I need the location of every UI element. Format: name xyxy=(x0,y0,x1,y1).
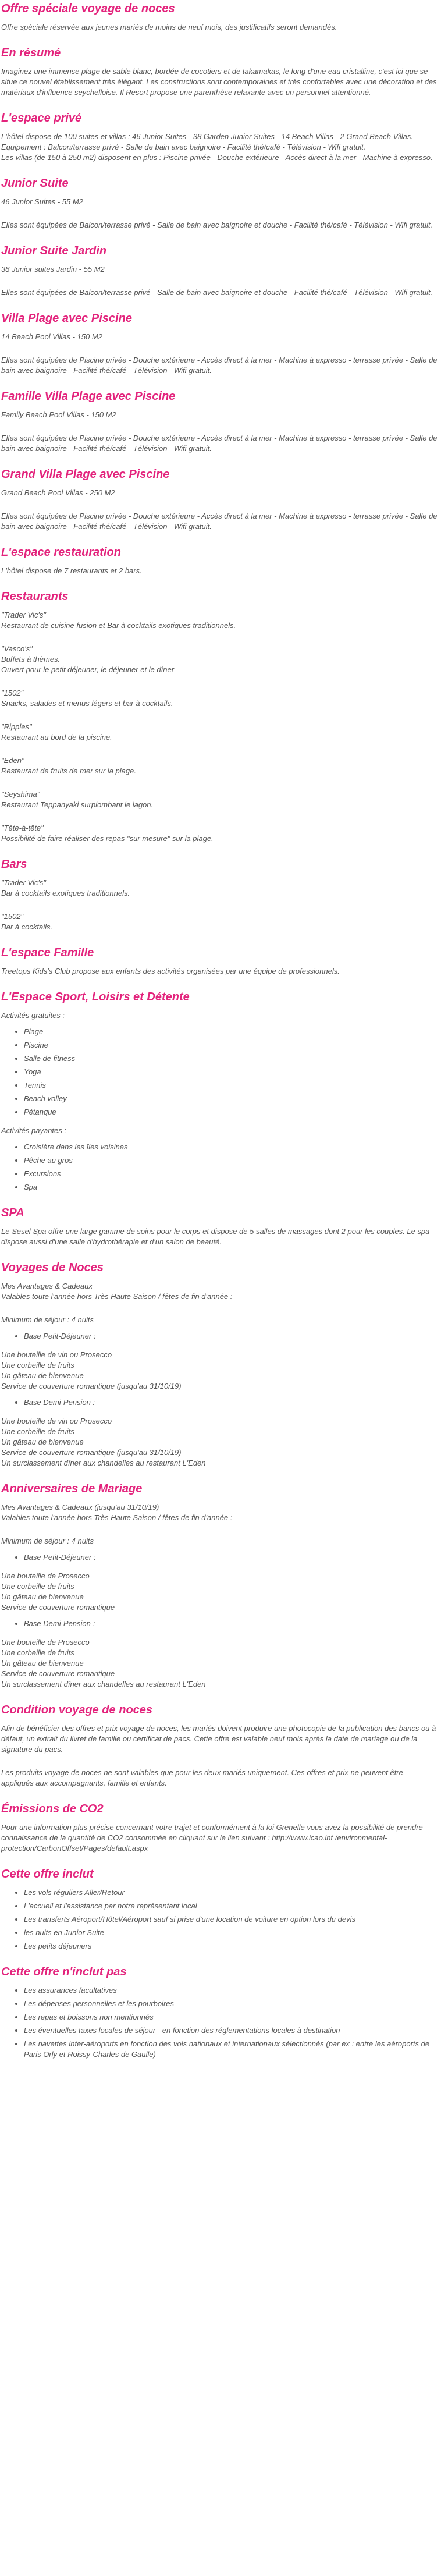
section-title-offre: Offre spéciale voyage de noces xyxy=(1,2,175,15)
mariage-base2-list xyxy=(1,1619,438,1629)
list-item: • Les petits déjeuners xyxy=(24,1941,438,1951)
gift-line: Un surclassement dîner aux chandelles au restaurant L'Eden xyxy=(1,1680,206,1688)
bar-item xyxy=(1,911,438,932)
section-title-co2: Émissions de CO2 xyxy=(1,1803,104,1815)
list-item: • Croisière dans les îles voisines xyxy=(24,1142,438,1152)
section-title-resume: En résumé xyxy=(1,47,61,59)
restaurant-name: "Seyshima" xyxy=(1,790,40,799)
section-title-famille-villa: Famille Villa Plage avec Piscine xyxy=(1,390,176,403)
list-item: • Les repas et boissons non mentionnés xyxy=(24,2012,438,2023)
list-item: • les nuits en Junior Suite xyxy=(24,1928,438,1938)
section-title-grand-villa: Grand Villa Plage avec Piscine xyxy=(1,468,170,481)
bar-desc: Bar à cocktails exotiques traditionnels. xyxy=(1,889,130,897)
gift-line: Un gâteau de bienvenue xyxy=(1,1659,84,1667)
gift-line: Une bouteille de Prosecco xyxy=(1,1638,90,1647)
restaurant-desc: Restaurant de cuisine fusion et Bar à cocktails exotiques traditionnels. xyxy=(1,621,236,630)
noces-intro xyxy=(1,1281,438,1302)
noces-base2-list xyxy=(1,1397,438,1408)
mariage-intro-line: Valables toute l'année hors Très Haute Saison / fêtes de fin d'année : xyxy=(1,1513,233,1522)
free-activities-list xyxy=(1,1027,438,1117)
restaurant-name: "Tête-à-tête" xyxy=(1,824,44,832)
gift-line: Une bouteille de Prosecco xyxy=(1,1571,90,1580)
list-item: • Plage xyxy=(24,1027,438,1037)
section-title-bars: Bars xyxy=(1,858,27,871)
junior-suite-size: 46 Junior Suites - 55 M2 xyxy=(1,197,83,206)
gift-line: Un gâteau de bienvenue xyxy=(1,1371,84,1380)
mariage-base1-list xyxy=(1,1552,438,1563)
list-item: • Base Petit-Déjeuner : xyxy=(24,1331,438,1342)
restaurant-item xyxy=(1,722,438,743)
villa-plage-text: Elles sont équipées de Piscine privée - Douche extérieure - Accès direct à la mer - Machine à expresso - terrasse privée - Salle de bain avec baignoire - Facilité thé/café - Télévision - Wifi gratuit. xyxy=(1,356,438,375)
espace-prive-line: Les villas (de 150 à 250 m2) disposent en plus : Piscine privée - Douche extérieure - Accès direct à la mer - Machine à expresso. xyxy=(1,153,433,162)
noces-min-stay: Minimum de séjour : 4 nuits xyxy=(1,1315,94,1324)
espace-prive-line: L'hôtel dispose de 100 suites et villas : 46 Junior Suites - 38 Garden Junior Suites - 14 Beach Villas - 2 Grand Beach Villas. xyxy=(1,132,414,141)
excluded-list xyxy=(1,1985,438,2060)
section-title-junior-suite: Junior Suite xyxy=(1,177,69,190)
condition-text: Afin de bénéficier des offres et prix voyage de noces, les mariés doivent produire une photocopie de la publication des bancs ou à défaut, un extrait du livret de famille ou certificat de pacs. Cette offre est valable neuf mois après la date de mariage ou de la signature du pacs. xyxy=(1,1724,436,1754)
section-title-junior-suite-jardin: Junior Suite Jardin xyxy=(1,244,107,257)
mariage-min-stay: Minimum de séjour : 4 nuits xyxy=(1,1537,94,1545)
restaurant-desc: Restaurant Teppanyaki surplombant le lagon. xyxy=(1,800,154,809)
list-item: • Pêche au gros xyxy=(24,1155,438,1166)
gift-line: Service de couverture romantique (jusqu'au 31/10/19) xyxy=(1,1448,182,1457)
bar-name: "1502" xyxy=(1,912,24,921)
espace-prive-line: Equipement : Balcon/terrasse privé - Salle de bain avec baignoire - Facilité thé/café - Télévision - Wifi gratuit. xyxy=(1,143,366,151)
list-item: • Base Demi-Pension : xyxy=(24,1619,438,1629)
junior-suite-text: Elles sont équipées de Balcon/terrasse privé - Salle de bain avec baignoire et douche - Facilité thé/café - Télévision - Wifi gratuit. xyxy=(1,221,433,229)
grand-villa-text: Elles sont équipées de Piscine privée - Douche extérieure - Accès direct à la mer - Machine à expresso - terrasse privée - Salle de bain avec baignoire - Facilité thé/café - Télévision - Wifi gratuit. xyxy=(1,512,438,531)
restaurant-item xyxy=(1,823,438,844)
section-title-villa-plage: Villa Plage avec Piscine xyxy=(1,312,132,325)
noces-base1-list xyxy=(1,1331,438,1342)
junior-suite-jardin-text: Elles sont équipées de Balcon/terrasse privé - Salle de bain avec baignoire et douche - Facilité thé/café - Télévision - Wifi gratuit. xyxy=(1,288,433,297)
section-title-restauration: L'espace restauration xyxy=(1,546,121,559)
restaurant-desc: Ouvert pour le petit déjeuner, le déjeuner et le dîner xyxy=(1,665,175,674)
restaurant-name: "Ripples" xyxy=(1,722,32,731)
famille-villa-size: Family Beach Pool Villas - 150 M2 xyxy=(1,410,116,419)
list-item: • Base Demi-Pension : xyxy=(24,1397,438,1408)
list-item: • L'accueil et l'assistance par notre représentant local xyxy=(24,1901,438,1911)
bar-item xyxy=(1,878,438,899)
mariage-base2-gifts xyxy=(1,1637,438,1690)
included-list xyxy=(1,1887,438,1951)
co2-text: Pour une information plus précise concernant votre trajet et conformément à la loi Grenelle vous avez la possibilité de prendre connaissance de la quantité de CO2 consommée en cliquant sur le lien suivant : http://www.icao.int /environmental-protection/CarbonOffset/Pages/default.aspx xyxy=(1,1823,423,1853)
section-title-espace-prive: L'espace privé xyxy=(1,112,82,125)
free-activities-label: Activités gratuites : xyxy=(1,1011,65,1020)
restaurant-desc: Possibilité de faire réaliser des repas "sur mesure" sur la plage. xyxy=(1,834,214,843)
famille-text: Treetops Kids's Club propose aux enfants des activités organisées par une équipe de professionnels. xyxy=(1,967,340,975)
restaurant-item xyxy=(1,755,438,776)
resume-text: Imaginez une immense plage de sable blanc, bordée de cocotiers et de takamakas, le long d'une eau cristalline, c'est ici que se situe ce nouvel établissement très élégant. Les constructions sont contemporaines et très confortables avec une décoration et des matériaux d'influence seychelloise. Il Resort propose une parenthèse relaxante avec un personnel attentionné. xyxy=(1,67,437,97)
list-item: • Spa xyxy=(24,1182,438,1193)
gift-line: Un surclassement dîner aux chandelles au restaurant L'Eden xyxy=(1,1459,206,1467)
restaurant-desc: Buffets à thèmes. xyxy=(1,655,61,663)
section-title-noces: Voyages de Noces xyxy=(1,1261,104,1274)
paid-activities-list xyxy=(1,1142,438,1193)
restaurant-name: "Trader Vic's" xyxy=(1,611,46,619)
list-item: • Tennis xyxy=(24,1080,438,1091)
restaurant-name: "Vasco's" xyxy=(1,644,33,653)
mariage-intro-line: Mes Avantages & Cadeaux (jusqu'au 31/10/19) xyxy=(1,1503,159,1511)
paid-activities-label: Activités payantes : xyxy=(1,1126,66,1135)
list-item: • Les navettes inter-aéroports en fonction des vols nationaux et internationaux sélectionnés (par ex : entre les aéroports de Paris Orly et Roissy-Charles de Gaulle) xyxy=(24,2039,438,2060)
restaurant-item xyxy=(1,610,438,631)
gift-line: Une corbeille de fruits xyxy=(1,1361,74,1369)
gift-line: Une bouteille de vin ou Prosecco xyxy=(1,1417,112,1425)
list-item: • Piscine xyxy=(24,1040,438,1051)
restaurant-item xyxy=(1,688,438,709)
section-title-restaurants: Restaurants xyxy=(1,590,69,603)
gift-line: Service de couverture romantique xyxy=(1,1669,115,1678)
list-item: • Les transferts Aéroport/Hôtel/Aéroport sauf si prise d'une location de voiture en option lors du devis xyxy=(24,1914,438,1925)
gift-line: Un gâteau de bienvenue xyxy=(1,1438,84,1446)
restauration-text: L'hôtel dispose de 7 restaurants et 2 bars. xyxy=(1,566,142,575)
grand-villa-size: Grand Beach Pool Villas - 250 M2 xyxy=(1,488,115,497)
list-item: • Base Petit-Déjeuner : xyxy=(24,1552,438,1563)
bar-name: "Trader Vic's" xyxy=(1,878,46,887)
spa-text: Le Sesel Spa offre une large gamme de soins pour le corps et dispose de 5 salles de massages dont 2 pour les couples. Le spa dispose aussi d'une salle d'hydrothérapie et d'un salon de beauté. xyxy=(1,1227,430,1246)
restaurant-desc: Restaurant au bord de la piscine. xyxy=(1,733,112,741)
noces-intro-line: Mes Avantages & Cadeaux xyxy=(1,1282,93,1290)
restaurant-desc: Restaurant de fruits de mer sur la plage. xyxy=(1,767,136,775)
section-title-condition: Condition voyage de noces xyxy=(1,1704,153,1716)
section-title-inclus: Cette offre inclut xyxy=(1,1868,94,1880)
noces-base1-gifts xyxy=(1,1350,438,1392)
restaurant-name: "1502" xyxy=(1,689,24,697)
gift-line: Une corbeille de fruits xyxy=(1,1648,74,1657)
list-item: • Les éventuelles taxes locales de séjour - en fonction des réglementations locales à destination xyxy=(24,2025,438,2036)
section-title-exclus: Cette offre n'inclut pas xyxy=(1,1965,127,1978)
villa-plage-size: 14 Beach Pool Villas - 150 M2 xyxy=(1,332,102,341)
list-item: • Les assurances facultatives xyxy=(24,1985,438,1996)
mariage-base1-gifts xyxy=(1,1571,438,1613)
list-item: • Les vols réguliers Aller/Retour xyxy=(24,1887,438,1898)
section-title-mariage: Anniversaires de Mariage xyxy=(1,1482,143,1495)
espace-prive-text xyxy=(1,132,438,163)
section-title-famille: L'espace Famille xyxy=(1,946,94,959)
restaurant-name: "Eden" xyxy=(1,756,24,765)
section-title-sport: L'Espace Sport, Loisirs et Détente xyxy=(1,991,190,1003)
gift-line: Un gâteau de bienvenue xyxy=(1,1592,84,1601)
noces-base2-gifts xyxy=(1,1416,438,1468)
bar-desc: Bar à cocktails. xyxy=(1,922,53,931)
gift-line: Une corbeille de fruits xyxy=(1,1582,74,1591)
section-title-spa: SPA xyxy=(1,1207,24,1219)
offre-text: Offre spéciale réservée aux jeunes mariés de moins de neuf mois, des justificatifs seront demandés. xyxy=(1,23,337,31)
condition-text: Les produits voyage de noces ne sont valables que pour les deux mariés uniquement. Ces offres et prix ne peuvent être appliqués aux accompagnants, famille et enfants. xyxy=(1,1768,403,1787)
list-item: • Yoga xyxy=(24,1067,438,1077)
list-item: • Beach volley xyxy=(24,1094,438,1104)
gift-line: Service de couverture romantique xyxy=(1,1603,115,1612)
list-item: • Pétanque xyxy=(24,1107,438,1117)
noces-intro-line: Valables toute l'année hors Très Haute Saison / fêtes de fin d'année : xyxy=(1,1292,233,1301)
gift-line: Service de couverture romantique (jusqu'au 31/10/19) xyxy=(1,1382,182,1390)
famille-villa-text: Elles sont équipées de Piscine privée - Douche extérieure - Accès direct à la mer - Machine à expresso - terrasse privée - Salle de bain avec baignoire - Facilité thé/café - Télévision - Wifi gratuit. xyxy=(1,434,438,453)
restaurant-item xyxy=(1,644,438,675)
mariage-intro xyxy=(1,1502,438,1523)
restaurant-desc: Snacks, salades et menus légers et bar à cocktails. xyxy=(1,699,173,708)
list-item: • Excursions xyxy=(24,1169,438,1179)
gift-line: Une bouteille de vin ou Prosecco xyxy=(1,1350,112,1359)
junior-suite-jardin-size: 38 Junior suites Jardin - 55 M2 xyxy=(1,265,105,274)
list-item: • Salle de fitness xyxy=(24,1053,438,1064)
list-item: • Les dépenses personnelles et les pourboires xyxy=(24,1999,438,2009)
restaurant-item xyxy=(1,789,438,810)
gift-line: Une corbeille de fruits xyxy=(1,1427,74,1436)
